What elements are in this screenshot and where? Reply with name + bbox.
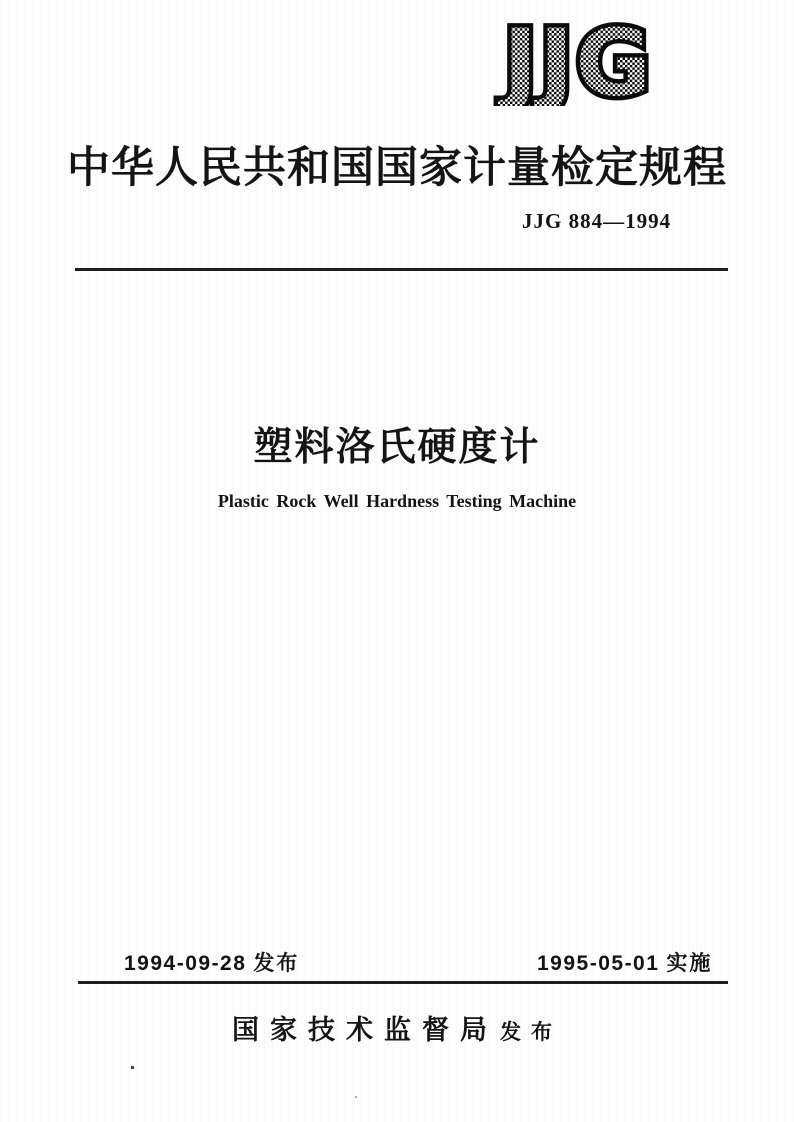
issue-date-line — [124, 947, 299, 977]
implement-date-label: 实施 — [666, 952, 713, 975]
jjg-logo-graphic — [466, 16, 690, 106]
issuer-action-label: 发布 — [500, 1020, 562, 1044]
issue-date: 1994-09-28 — [124, 952, 247, 975]
header-divider-line — [75, 268, 728, 271]
implement-date-line — [537, 947, 712, 977]
footer-divider-line — [78, 981, 728, 984]
page-title: 中华人民共和国国家计量检定规程 — [67, 145, 727, 192]
implement-date: 1995-05-01 — [537, 952, 660, 975]
document-title-english: Plastic Rock Well Hardness Testing Machine — [217, 491, 577, 511]
jjg-logo — [466, 16, 690, 106]
document-title-chinese: 塑料洛氏硬度计 — [253, 426, 541, 469]
standard-number: JJG 884—1994 — [522, 209, 672, 233]
scan-speck — [355, 1096, 357, 1098]
jjg-logo-text: JJG — [503, 16, 653, 106]
scan-speck — [131, 1066, 134, 1069]
issue-date-label: 发布 — [253, 952, 300, 975]
issuer-name: 国家技术监督局 — [232, 1015, 498, 1045]
issuer-line — [0, 1008, 794, 1047]
